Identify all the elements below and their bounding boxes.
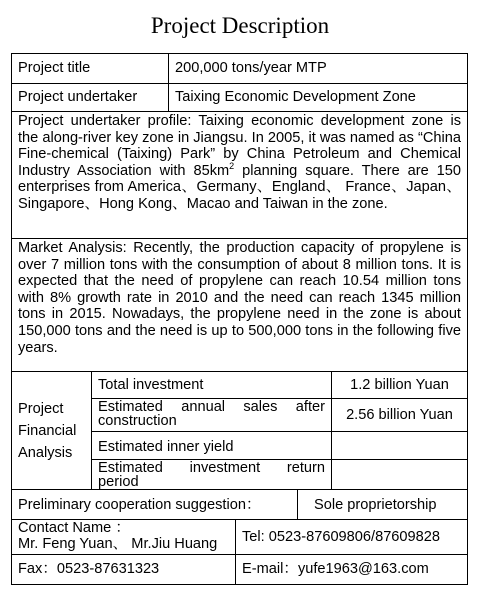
financial-item-name <box>92 399 332 431</box>
financial-item-name-line2: period <box>98 474 139 490</box>
contact-names: Mr. Feng Yuan、 Mr.Jiu Huang <box>18 536 218 552</box>
financial-row <box>92 432 467 460</box>
tel-number: Tel: 0523-87609806/87609828 <box>242 529 441 545</box>
undertaker-profile <box>12 112 467 239</box>
profile-text-b: planning square. There are 150 enterprises from America、Germany、England、 France、Japan、Singapore、Hong Kong、Macao and Taiwan in the zone. <box>18 162 461 212</box>
financial-row <box>92 399 467 432</box>
contact-row <box>12 520 467 555</box>
market-analysis: Market Analysis: Recently, the production capacity of propylene is over 7 million tons with the consumption of about 8 million tons. It is expected that the need of propylene can reach 10.54 million tons with 8% growth rate in 2010 and the need can reach 1345 million tons in 2015. Nowadays, the propylene need in the zone is about 150,000 tons and the need is up to 500,000 tons in the following five years. <box>12 239 467 372</box>
cooperation-value: Sole proprietorship <box>314 497 437 513</box>
financial-item-value: 1.2 billion Yuan <box>350 377 449 393</box>
table-border <box>11 53 468 585</box>
financial-row <box>92 372 467 399</box>
profile-text-a: Project undertaker profile: Taixing economic development zone is the along-river key zone in Jiangsu. In 2005, it was named as “China Fine-chemical (Taixing) Park” by China Petroleum and Chemical Industry Association with 85km <box>18 113 461 179</box>
contact-label: Contact Name ： <box>18 520 130 536</box>
fax-number: Fax：0523-87631323 <box>12 555 236 584</box>
project-title-value: 200,000 tons/year MTP <box>175 60 327 76</box>
page-title: Project Description <box>150 13 330 38</box>
financial-item-name <box>92 460 332 490</box>
project-title-label: Project title <box>12 54 169 83</box>
project-table <box>11 53 468 585</box>
financial-item-name: Estimated inner yield <box>92 432 332 459</box>
financial-row <box>92 460 467 490</box>
undertaker-value: Taixing Economic Development Zone <box>175 89 416 105</box>
financial-item-name-line1: Estimated investment return <box>98 460 325 476</box>
financial-item-value: 2.56 billion Yuan <box>346 407 453 423</box>
financial-item-name: Total investment <box>92 372 332 398</box>
financial-item-value <box>332 432 467 459</box>
financial-rows <box>92 372 467 489</box>
financial-label <box>12 372 92 489</box>
financial-label-line1: Project <box>18 400 64 417</box>
email-address: E-mail：yufe1963@163.com <box>242 561 429 577</box>
undertaker-label: Project undertaker <box>12 84 169 111</box>
cooperation-label: Preliminary cooperation suggestion： <box>12 490 298 519</box>
profile-superscript: 2 <box>229 160 235 171</box>
financial-label-line3: Analysis <box>18 444 73 461</box>
cooperation-row <box>12 490 467 520</box>
contact-names-cell <box>12 520 236 554</box>
financial-item-value <box>332 460 467 490</box>
financial-item-name-line1: Estimated annual sales after <box>98 399 325 415</box>
financial-section <box>12 372 467 490</box>
financial-item-name-line2: construction <box>98 413 177 429</box>
undertaker-row <box>12 84 467 112</box>
fax-email-row <box>12 555 467 584</box>
financial-label-line2: Financial <box>18 422 77 439</box>
project-title-row <box>12 54 467 84</box>
